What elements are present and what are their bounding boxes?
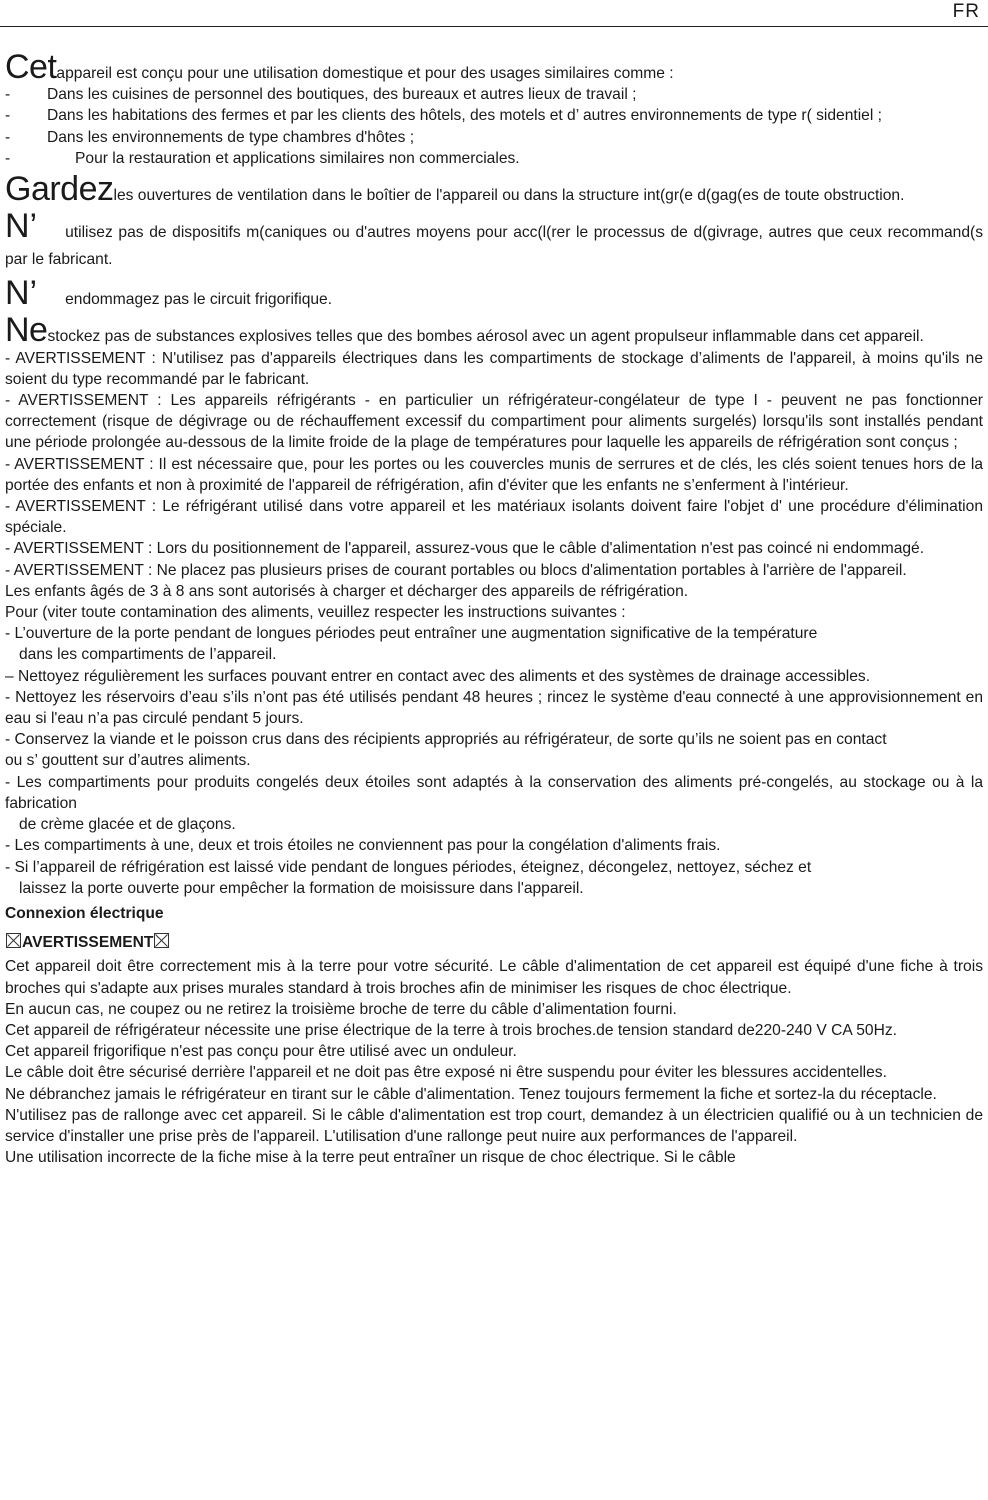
paragraph: Les enfants âgés de 3 à 8 ans sont autorisés à charger et décharger des appareils de réfrigération. — [5, 582, 689, 600]
paragraph: de crème glacée et de glaçons. — [19, 816, 236, 834]
list-item-text: Dans les environnements de type chambres d'hôtes ; — [47, 128, 415, 146]
paragraph: - Conservez la viande et le poisson crus dans des récipients appropriés au réfrigérateur, de sorte qu’ils ne soient pas en contact — [5, 731, 887, 749]
paragraph: - Les compartiments pour produits congelés deux étoiles sont adaptés à la conservation des aliments pré-congelés, au stockage ou à la fabrication — [5, 773, 983, 812]
intro-text: appareil est conçu pour une utilisation domestique et pour des usages similaires comme : — [56, 65, 674, 82]
paragraph: – Nettoyez régulièrement les surfaces pouvant entrer en contact avec des aliments et des systèmes de drainage accessibles. — [5, 667, 871, 685]
paragraph: dans les compartiments de l’appareil. — [19, 646, 277, 664]
page-header — [0, 0, 988, 27]
paragraph: - AVERTISSEMENT : N'utilisez pas d'appareils électriques dans les compartiments de stockage d’aliments de l'appareil, à moins qu'ils ne soient du type recommandé par le fabricant. — [5, 349, 983, 388]
section-heading: Connexion électrique — [5, 904, 164, 922]
nutilisez-paragraph — [5, 207, 983, 273]
nestockez-paragraph — [5, 311, 983, 350]
paragraph: Cet appareil de réfrigérateur nécessite une prise électrique de la terre à trois broches.de tension standard de220-240 V CA 50Hz. — [5, 1021, 897, 1039]
list-item — [5, 148, 983, 169]
warning-title-text: AVERTISSEMENT — [22, 934, 154, 952]
gardez-text: les ouvertures de ventilation dans le boîtier de l'appareil ou dans la structure int(gr(e d(gag(es de toute obstruction. — [113, 187, 905, 205]
list-item — [5, 84, 983, 105]
list-item — [5, 127, 983, 148]
paragraph: - L’ouverture de la porte pendant de longues périodes peut entraîner une augmentation significative de la température — [5, 625, 818, 643]
paragraph: - AVERTISSEMENT : Le réfrigérant utilisé dans votre appareil et les matériaux isolants doivent faire l'objet d' une procédure d'élimination spéciale. — [5, 498, 983, 537]
paragraph: Une utilisation incorrecte de la fiche mise à la terre peut entraîner un risque de choc électrique. Si le câble — [5, 1149, 736, 1167]
language-tag: FR — [952, 1, 980, 22]
list-dash: - — [5, 86, 11, 104]
warning-title — [5, 932, 983, 953]
paragraph: ou s’ gouttent sur d’autres aliments. — [5, 752, 251, 770]
paragraph: laissez la porte ouverte pour empêcher la formation de moisissure dans l'appareil. — [19, 879, 584, 897]
drop-word: Ne — [5, 311, 48, 350]
paragraph: Ne débranchez jamais le réfrigérateur en tirant sur le câble d'alimentation. Tenez toujours fermement la fiche et sortez-la du réceptacle. — [5, 1085, 937, 1103]
list-item-text: Pour la restauration et applications similaires non commerciales. — [75, 149, 520, 167]
list-item — [5, 105, 983, 126]
nestockez-text: stockez pas de substances explosives telles que des bombes aérosol avec un agent propulseur inflammable dans cet appareil. — [47, 328, 924, 346]
nutilisez-text: utilisez pas de dispositifs m(caniques ou d'autres moyens pour acc(l(rer le processus de d(givrage, autres que ceux recommand(s par le fabricant. — [5, 224, 983, 269]
list-item-text: Dans les cuisines de personnel des boutiques, des bureaux et autres lieux de travail ; — [47, 86, 637, 104]
drop-word: N’ — [5, 274, 38, 313]
intro-list — [5, 84, 983, 169]
drop-word: Gardez — [5, 170, 114, 209]
box-icon — [6, 933, 21, 948]
list-item-text: Dans les habitations des fermes et par les clients des hôtels, des motels et d’ autres environnements de type r( sidentiel ; — [47, 107, 882, 125]
drop-word: N’ — [5, 207, 38, 246]
paragraph: Le câble doit être sécurisé derrière l'appareil et ne doit pas être exposé ni être suspendu pour éviter les blessures accidentelles. — [5, 1064, 887, 1082]
list-dash: - — [5, 128, 11, 146]
electrical-paragraphs — [5, 956, 983, 1168]
paragraph: - Si l’appareil de réfrigération est laissé vide pendant de longues périodes, éteignez, décongelez, nettoyez, séchez et — [5, 858, 812, 876]
intro-paragraph — [5, 48, 983, 86]
document-body — [5, 48, 983, 1168]
list-dash: - — [5, 107, 11, 125]
paragraph: En aucun cas, ne coupez ou ne retirez la troisième broche de terre du câble d’alimentation fourni. — [5, 1000, 677, 1018]
list-dash: - — [5, 149, 11, 167]
nendommagez-text: endommagez pas le circuit frigorifique. — [65, 291, 333, 309]
paragraph: Cet appareil doit être correctement mis à la terre pour votre sécurité. Le câble d'alimentation de cet appareil est équipé d'une fiche à trois broches qui s'adapte aux prises murales standard à trois broches afin de minimiser les risques de choc électrique. — [5, 958, 983, 997]
paragraph: N'utilisez pas de rallonge avec cet appareil. Si le câble d'alimentation est trop court, demandez à un électricien qualifié ou à un technicien de service d'installer une prise près de l'appareil. L'utilisation d'une rallonge peut nuire aux performances de l'appareil. — [5, 1106, 983, 1145]
safety-paragraphs — [5, 348, 983, 899]
drop-word: Cet — [5, 48, 57, 86]
paragraph: - Nettoyez les réservoirs d’eau s’ils n’ont pas été utilisés pendant 48 heures ; rincez le système d'eau connecté à une approvisionnement en eau si l'eau n’a pas circulé pendant 5 jours. — [5, 688, 983, 728]
gardez-paragraph — [5, 170, 983, 209]
paragraph: - AVERTISSEMENT : Lors du positionnement de l'appareil, assurez-vous que le câble d'alimentation n'est pas coincé ni endommagé. — [5, 540, 925, 558]
box-icon — [154, 933, 169, 948]
paragraph: - AVERTISSEMENT : Ne placez pas plusieurs prises de courant portables ou blocs d'alimentation portables à l'arrière de l'appareil. — [5, 561, 907, 579]
paragraph: - Les compartiments à une, deux et trois étoiles ne conviennent pas pour la congélation d'aliments frais. — [5, 837, 721, 855]
paragraph: Pour (viter toute contamination des aliments, veuillez respecter les instructions suivantes : — [5, 604, 626, 622]
paragraph: Cet appareil frigorifique n'est pas conçu pour être utilisé avec un onduleur. — [5, 1043, 517, 1061]
paragraph: - AVERTISSEMENT : Les appareils réfrigérants - en particulier un réfrigérateur-congélateur de type I - peuvent ne pas fonctionner correctement (risque de dégivrage ou de réchauffement excessif du compartiment pour aliments surgelés) lorsqu'ils sont installés pendant une période prolongée au-dessous de la limite froide de la plage de températures pour laquelle les appareils de réfrigération sont conçus ; — [5, 392, 983, 452]
nendommagez-paragraph — [5, 274, 983, 313]
paragraph: - AVERTISSEMENT : Il est nécessaire que, pour les portes ou les couvercles munis de serrures et de clés, les clés soient tenues hors de la portée des enfants et non à proximité de l'appareil de réfrigération, afin d'éviter que les enfants ne s’enferment à l'intérieur. — [5, 455, 983, 494]
